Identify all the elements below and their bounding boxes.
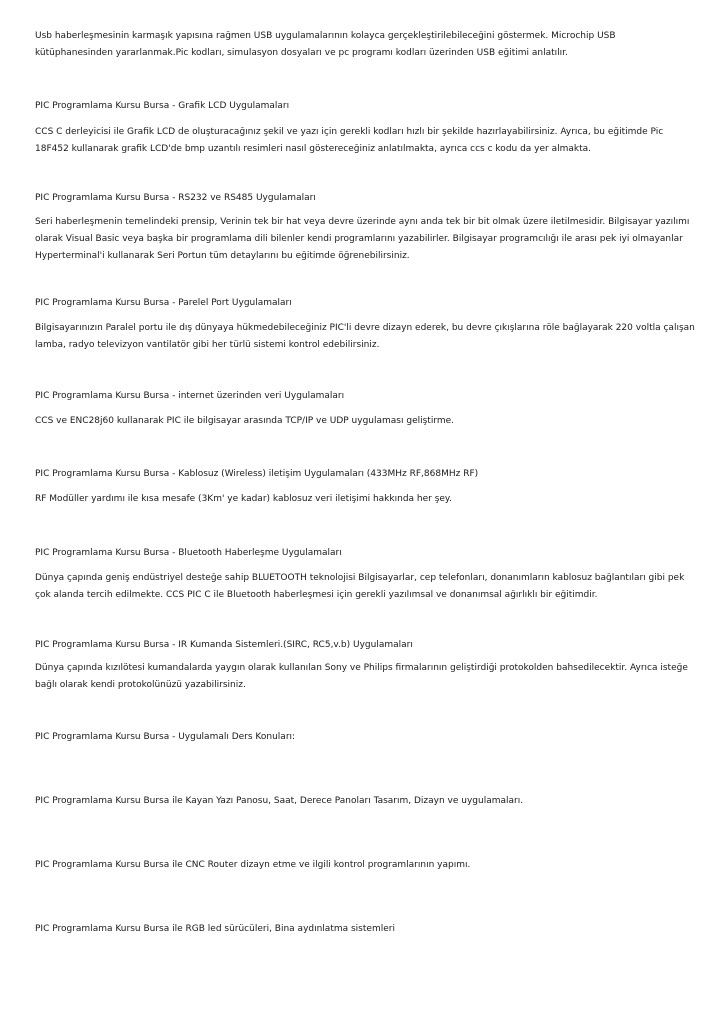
section-title-cnc-router: PIC Programlama Kursu Bursa ile CNC Router dizayn etme ve ilgili kontrol programlarının yapımı.	[35, 860, 471, 870]
section-body-internet: CCS ve ENC28j60 kullanarak PIC ile bilgisayar arasında TCP/IP ve UDP uygulaması geliştirme.	[35, 416, 455, 426]
section-body-parelel-port: Bilgisayarınızın Paralel portu ile dış dünyaya hükmedebileceğiniz PIC'li devre dizayn ederek, bu devre çıkışlarına röle bağlayarak 220 voltla çalışan lamba, radyo televizyon vantilatör gibi her türlü sistemi kontrol edebilirsiniz.	[35, 323, 695, 350]
section-title-grafik-lcd: PIC Programlama Kursu Bursa - Grafik LCD Uygulamaları	[35, 101, 290, 111]
section-title-rs232-rs485: PIC Programlama Kursu Bursa - RS232 ve RS485 Uygulamaları	[35, 193, 316, 203]
section-title-bluetooth: PIC Programlama Kursu Bursa - Bluetooth Haberleşme Uygulamaları	[35, 548, 342, 558]
section-title-rgb-led: PIC Programlama Kursu Bursa ile RGB led sürücüleri, Bina aydınlatma sistemleri	[35, 924, 395, 934]
section-body-kablosuz: RF Modüller yardımı ile kısa mesafe (3Km' ye kadar) kablosuz veri iletişimi hakkında her şey.	[35, 494, 452, 504]
section-title-uygulamali-ders: PIC Programlama Kursu Bursa - Uygulamalı Ders Konuları:	[35, 732, 296, 742]
section-body-rs232-rs485: Seri haberleşmenin temelindeki prensip, Verinin tek bir hat veya devre üzerinde aynı anda tek bir bit olmak üzere iletilmesidir. Bilgisayar yazılımı olarak Visual Basic veya başka bir programlama dili bilenler kendi programlarını yazabilirler. Bilgisayar programcılığı ile arası pek iyi olmayanlar Hyperterminal'i kullanarak Seri Portun tüm detaylarını bu eğitimde öğrenebilirsiniz.	[35, 217, 690, 261]
section-body-ir-kumanda: Dünya çapında kızılötesi kumandalarda yaygın olarak kullanılan Sony ve Philips firmalarının geliştirdiği protokolden bahsedilecektir. Ayrıca isteğe bağlı olarak kendi protokolünüzü yazabilirsiniz.	[35, 663, 688, 690]
section-title-ir-kumanda: PIC Programlama Kursu Bursa - IR Kumanda Sistemleri.(SIRC, RC5,v.b) Uygulamaları	[35, 640, 413, 650]
section-title-kayan-yazi: PIC Programlama Kursu Bursa ile Kayan Yazı Panosu, Saat, Derece Panoları Tasarım, Dizayn ve uygulamaları.	[35, 796, 524, 806]
section-title-parelel-port: PIC Programlama Kursu Bursa - Parelel Port Uygulamaları	[35, 298, 292, 308]
section-title-internet: PIC Programlama Kursu Bursa - internet üzerinden veri Uygulamaları	[35, 391, 345, 401]
section-title-kablosuz: PIC Programlama Kursu Bursa - Kablosuz (Wireless) iletişim Uygulamaları (433MHz RF,868MHz RF)	[35, 469, 479, 479]
intro-paragraph: Usb haberleşmesinin karmaşık yapısına rağmen USB uygulamalarının kolayca gerçekleştirilebileceğini göstermek. Microchip USB kütüphanesinden yararlanmak.Pic kodları, simulasyon dosyaları ve pc programı kodları üzerinden USB eğitimi anlatılır.	[35, 31, 616, 58]
section-body-bluetooth: Dünya çapında geniş endüstriyel desteğe sahip BLUETOOTH teknolojisi Bilgisayarlar, cep telefonları, donanımların kablosuz bağlantıları gibi pek çok alanda tercih edilmekte. CCS PIC C ile Bluetooth haberleşmesi için gerekli yazılımsal ve donanımsal ağırlıklı bir eğitimdir.	[35, 573, 685, 600]
section-body-grafik-lcd: CCS C derleyicisi ile Grafik LCD de oluşturacağınız şekil ve yazı için gerekli kodları hızlı bir şekilde hazırlayabilirsiniz. Ayrıca, bu eğitimde Pic 18F452 kullanarak grafik LCD'de bmp uzantılı resimleri nasıl göstereceğiniz anlatılmakta, ayrıca ccs c kodu da yer almakta.	[35, 127, 664, 154]
